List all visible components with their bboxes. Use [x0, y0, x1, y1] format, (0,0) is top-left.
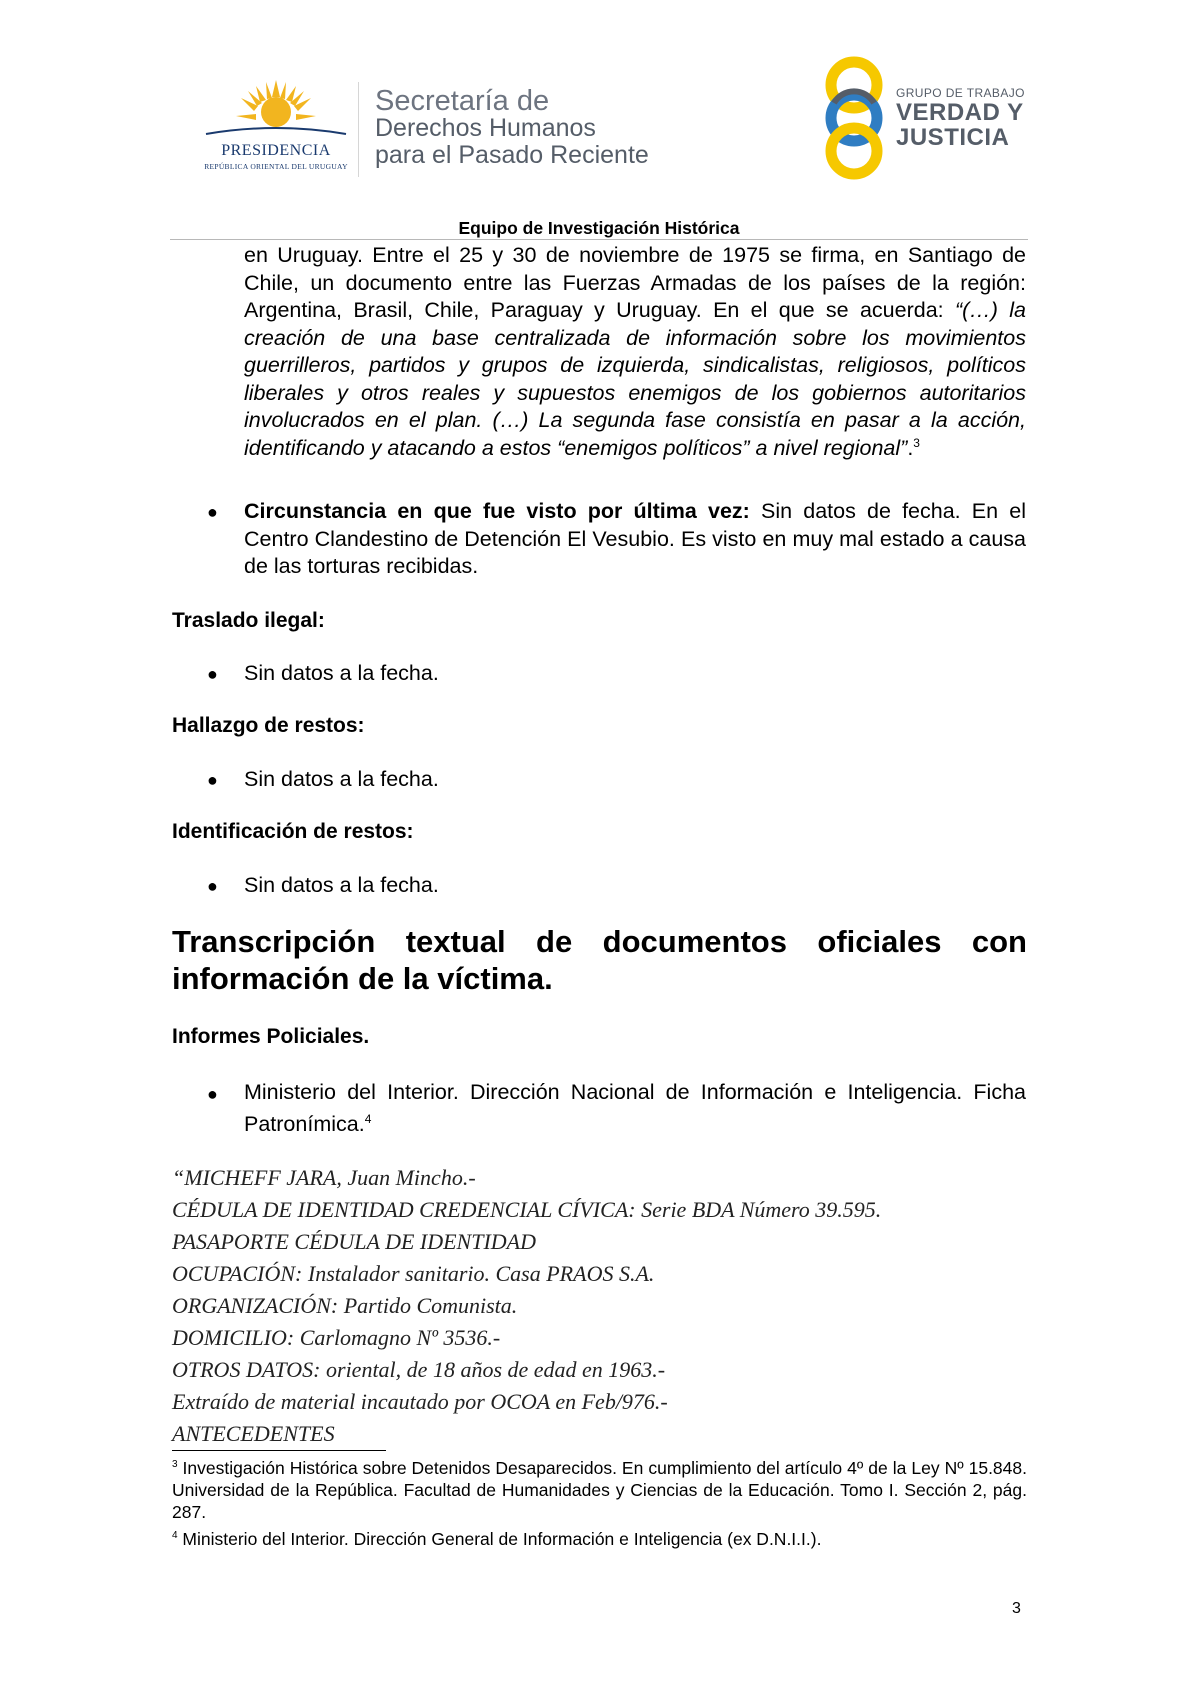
circunstancia-text: Sin datos de fecha. En el Centro Clandestino de Detención El Vesubio. Es visto en muy mal estado a causa de las torturas recibidas. — [244, 499, 1027, 578]
transcripcion-heading: Transcripción textual de documentos oficiales con información de la víctima. — [172, 924, 1027, 996]
sun-emblem-icon — [196, 78, 356, 142]
circunstancia-label: Circunstancia en que fue visto por última vez: — [244, 499, 750, 523]
presidencia-subtitle: REPÚBLICA ORIENTAL DEL URUGUAY — [204, 162, 348, 171]
footnote-ref-4: 4 — [364, 1111, 372, 1126]
secretaria-line-1: Secretaría de — [375, 85, 550, 117]
circunstancia-item — [244, 498, 1026, 581]
grupo-line-2: VERDAD Y — [896, 99, 1024, 126]
continuation-end: . — [907, 435, 914, 460]
ficha-line: Extraído de material incautado por OCOA en Feb/976.- — [172, 1389, 668, 1414]
footnote-separator — [172, 1450, 386, 1451]
bullet-icon: ● — [207, 770, 218, 790]
informes-heading: Informes Policiales. — [172, 1025, 370, 1048]
ficha-line: PASAPORTE CÉDULA DE IDENTIDAD — [172, 1229, 537, 1254]
secretaria-logo-text — [375, 85, 649, 169]
ficha-line: “MICHEFF JARA, Juan Mincho.- — [172, 1165, 476, 1190]
ficha-line: OCUPACIÓN: Instalador sanitario. Casa PRAOS S.A. — [172, 1261, 655, 1286]
ficha-line: ANTECEDENTES — [172, 1421, 335, 1446]
ficha-line: CÉDULA DE IDENTIDAD CREDENCIAL CÍVICA: Serie BDA Número 39.595. — [172, 1197, 882, 1222]
ficha-transcription — [172, 1162, 881, 1450]
header-divider — [358, 82, 359, 177]
secretaria-line-3: para el Pasado Reciente — [375, 141, 649, 169]
continuation-quote: “(…) la creación de una base centralizada de información sobre los movimientos guerrilleros, partidos y grupos de izquierda, sindicalistas, religiosos, políticos liberales y otros reales y supuestos enemigos de los gobiernos autoritarios involucrados en el plan. (…) La segunda fase consistía en pasar a la acción, identificando y atacando a estos “enemigos políticos” a nivel regional” — [244, 298, 1026, 460]
traslado-heading: Traslado ilegal: — [172, 609, 325, 632]
page-header — [0, 0, 1190, 240]
footnote-text: Investigación Histórica sobre Detenidos Desaparecidos. En cumplimiento del artículo 4º de la Ley Nº 15.848. Universidad de la República. Facultad de Humanidades y Ciencias de la Educación. Tomo I. Sección 2, pág. 287. — [172, 1458, 1027, 1522]
bullet-icon: ● — [207, 664, 218, 684]
page-number: 3 — [1012, 1600, 1021, 1617]
ficha-line: OTROS DATOS: oriental, de 18 años de edad en 1963.- — [172, 1357, 666, 1382]
bullet-icon: ● — [207, 1084, 218, 1104]
continuation-paragraph — [244, 242, 1026, 462]
ministerio-item — [244, 1076, 1026, 1140]
footnote-number: 4 — [172, 1530, 178, 1542]
footnote-ref-3: 3 — [913, 435, 920, 450]
header-rule — [170, 239, 1028, 240]
continuation-text: en Uruguay. Entre el 25 y 30 de noviembre de 1975 se firma, en Santiago de Chile, un documento entre las Fuerzas Armadas de los países de la región: Argentina, Brasil, Chile, Paraguay y Uruguay. En el que se acuerda: — [244, 243, 1026, 322]
grupo-trabajo-text — [896, 86, 1025, 150]
hallazgo-item: Sin datos a la fecha. — [244, 767, 439, 791]
identificacion-heading: Identificación de restos: — [172, 820, 414, 843]
bullet-icon: ● — [207, 876, 218, 896]
ministerio-text: Ministerio del Interior. Dirección Nacional de Información e Inteligencia. Ficha Patronímica. — [244, 1080, 1026, 1136]
bullet-icon: ● — [207, 502, 218, 522]
team-title: Equipo de Investigación Histórica — [458, 218, 740, 238]
presidencia-name: PRESIDENCIA — [221, 142, 331, 159]
footnote-3 — [172, 1457, 1027, 1523]
identificacion-item: Sin datos a la fecha. — [244, 873, 439, 897]
footnote-text: Ministerio del Interior. Dirección General de Información e Inteligencia (ex D.N.I.I.). — [177, 1529, 822, 1549]
footnote-4 — [172, 1528, 1027, 1550]
grupo-line-1: GRUPO DE TRABAJO — [896, 86, 1025, 100]
ficha-line: DOMICILIO: Carlomagno Nº 3536.- — [172, 1325, 501, 1350]
presidencia-logo — [196, 78, 356, 178]
grupo-line-3: JUSTICIA — [896, 124, 1010, 151]
traslado-item: Sin datos a la fecha. — [244, 661, 439, 685]
footnote-number: 3 — [172, 1459, 178, 1471]
ficha-line: ORGANIZACIÓN: Partido Comunista. — [172, 1293, 518, 1318]
hallazgo-heading: Hallazgo de restos: — [172, 714, 365, 737]
secretaria-line-2: Derechos Humanos — [375, 114, 596, 142]
